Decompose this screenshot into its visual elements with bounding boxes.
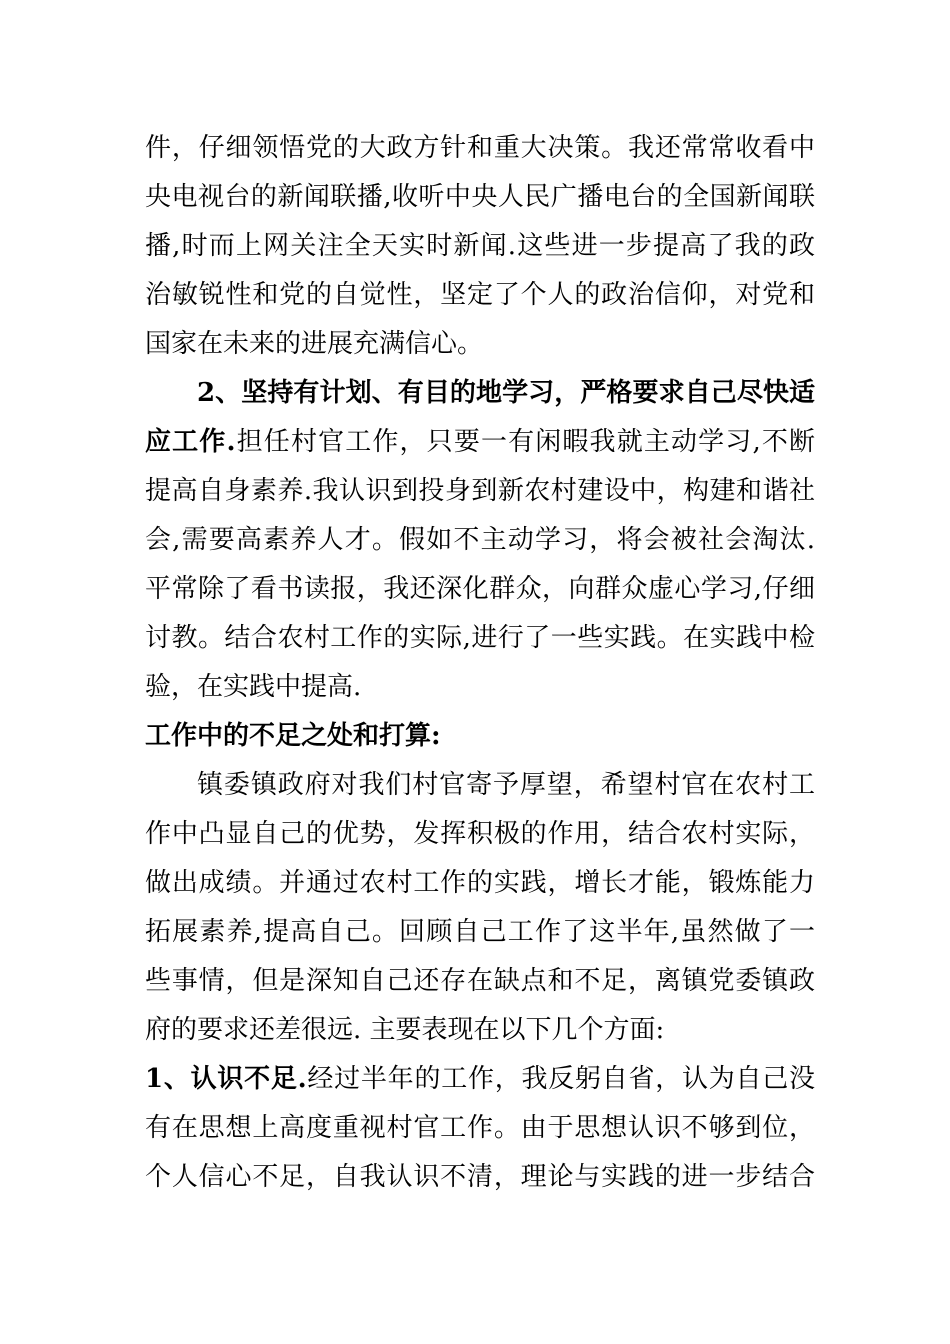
- paragraph-3-line-2: 作中凸显自己的优势，发挥积极的作用，结合农村实际，: [145, 819, 815, 849]
- paragraph-2-line-6: 讨教。结合农村工作的实际,进行了一些实践。在实践中检: [145, 623, 815, 653]
- paragraph-1-line-5: 国家在未来的进展充满信心。: [145, 329, 484, 359]
- paragraph-3-line-6: 府的要求还差很远. 主要表现在以下几个方面:: [145, 1015, 665, 1045]
- paragraph-3-line-4: 拓展素养,提高自己。回顾自己工作了这半年,虽然做了一: [145, 917, 815, 947]
- paragraph-1-line-4: 治敏锐性和党的自觉性，坚定了个人的政治信仰，对党和: [145, 280, 815, 310]
- paragraph-1-line-3: 播,时而上网关注全天实时新闻.这些进一步提高了我的政: [145, 231, 815, 261]
- paragraph-4-lead-rest: 经过半年的工作，我反躬自省，认为自己没: [306, 1064, 815, 1094]
- paragraph-1-line-1: 件，仔细领悟党的大政方针和重大决策。我还常常收看中: [145, 133, 815, 163]
- paragraph-1-line-2: 央电视台的新闻联播,收听中央人民广播电台的全国新闻联: [145, 182, 815, 212]
- paragraph-2-line-5: 平常除了看书读报，我还深化群众，向群众虚心学习,仔细: [145, 574, 815, 604]
- paragraph-4-line-1: [145, 1055, 815, 1104]
- paragraph-2-line-7: 验，在实践中提高.: [145, 672, 362, 702]
- paragraph-2-line-3: 提高自身素养.我认识到投身到新农村建设中，构建和谐社: [145, 476, 815, 506]
- paragraph-4-lead-bold: 1、认识不足.: [145, 1064, 307, 1094]
- paragraph-2-line-2: [145, 418, 815, 467]
- paragraph-4-line-3: 个人信心不足，自我认识不清，理论与实践的进一步结合: [145, 1162, 815, 1192]
- paragraph-3-line-5: 些事情，但是深知自己还存在缺点和不足，离镇党委镇政: [145, 966, 815, 996]
- paragraph-2-heading-bold: 应工作.: [145, 427, 236, 457]
- paragraph-3-line-3: 做出成绩。并通过农村工作的实践，增长才能，锻炼能力: [145, 868, 815, 898]
- paragraph-3-line-1: 镇委镇政府对我们村官寄予厚望，希望村官在农村工: [197, 770, 815, 800]
- document-body: [145, 124, 815, 1202]
- paragraph-4-line-2: 有在思想上高度重视村官工作。由于思想认识不够到位，: [145, 1113, 815, 1143]
- paragraph-2-heading-line-1: 2、坚持有计划、有目的地学习，严格要求自己尽快适: [197, 378, 815, 408]
- paragraph-2-line-4: 会,需要高素养人才。假如不主动学习，将会被社会淘汰.: [145, 525, 815, 555]
- section-heading: 工作中的不足之处和打算:: [145, 721, 441, 751]
- paragraph-2-line-2-rest: 担任村官工作，只要一有闲暇我就主动学习,不断: [235, 427, 815, 457]
